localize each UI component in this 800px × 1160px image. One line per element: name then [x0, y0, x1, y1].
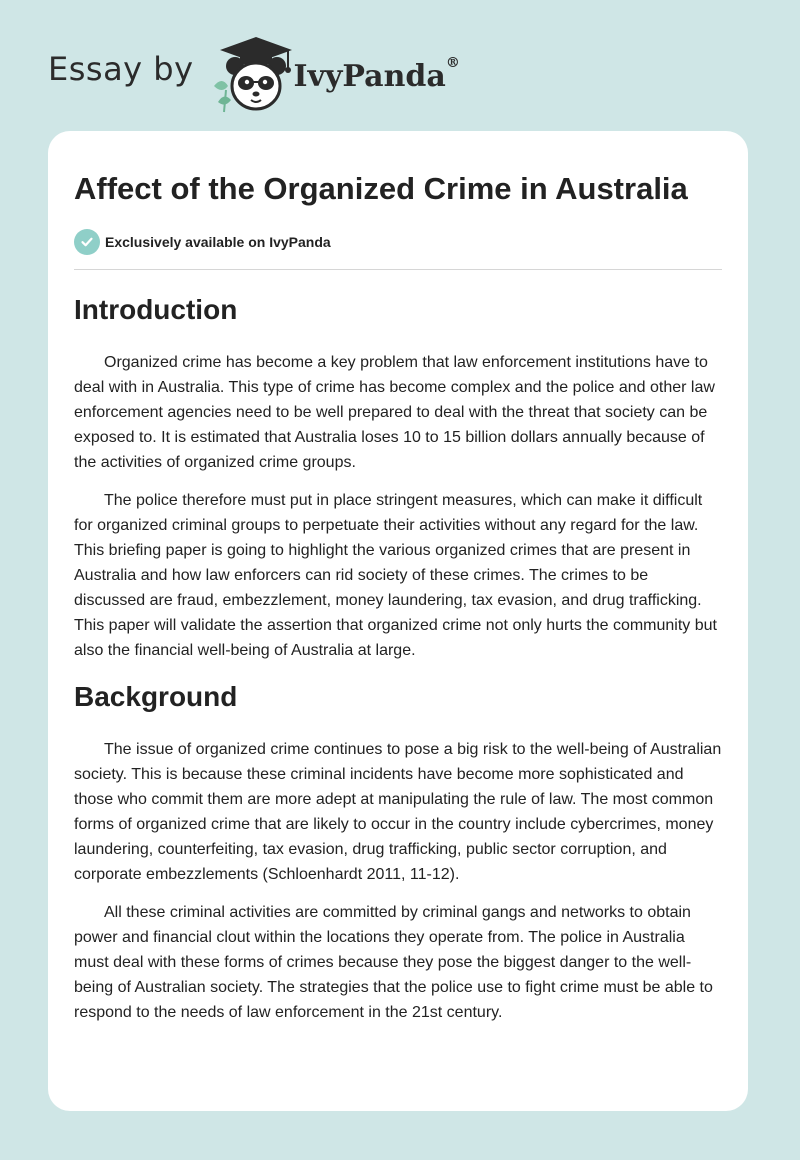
brand-name — [293, 54, 460, 94]
brand-header — [48, 34, 460, 114]
paragraph: The issue of organized crime continues to pose a big risk to the well-being of Australian society. This is because these criminal incidents have become more sophisticated and those who commit them are more adept at manipulating the rule of law. The most common forms of organized crime that are likely to occur in the country include cybercrimes, money laundering, counterfeiting, tax evasion, drug trafficking, public sector corruption, and corporate embezzlements (Schloenhardt 2011, 11-12). — [74, 741, 722, 883]
panda-logo-icon[interactable] — [210, 34, 300, 114]
registered-mark: ® — [445, 54, 460, 71]
section-heading: Introduction — [74, 294, 238, 325]
badge-text: Exclusively available on IvyPanda — [105, 234, 331, 250]
exclusive-badge — [74, 229, 722, 255]
paragraph: The police therefore must put in place stringent measures, which can make it difficult for organized criminal groups to perpetuate their activities without any regard for the law. This briefing paper is going to highlight the various organized crimes that are present in Australia and how law enforcers can rid society of these crimes. The crimes to be discussed are fraud, embezzlement, money laundering, tax evasion, and drug trafficking. This paper will validate the assertion that organized crime not only hurts the community but also the financial well-being of Australia at large. — [74, 492, 717, 659]
page-title: Affect of the Organized Crime in Australia — [74, 171, 688, 206]
essay-content — [48, 131, 748, 1025]
paragraph: Organized crime has become a key problem that law enforcement institutions have to deal with in Australia. This type of crime has become complex and the police and other law enforcement agencies need to be well prepared to deal with the threat that society can be exposed to. It is estimated that Australia loses 10 to 15 billion dollars annually because of the activities of organized crime groups. — [74, 354, 715, 471]
paragraph: All these criminal activities are committed by criminal gangs and networks to obtain power and financial clout within the locations they operate from. The police in Australia must deal with these forms of crimes because they pose the biggest danger to the well-being of Australian society. The strategies that the police use to fight crime must be able to respond to the needs of law enforcement in the 21st century. — [74, 904, 713, 1021]
brand-name-text: IvyPanda — [293, 58, 446, 94]
section-heading: Background — [74, 681, 238, 712]
section-introduction — [74, 292, 722, 663]
essay-card — [48, 131, 748, 1111]
brand-prefix: Essay by — [48, 50, 194, 88]
section-background — [74, 679, 722, 1025]
check-icon — [74, 229, 100, 255]
divider — [74, 269, 722, 270]
